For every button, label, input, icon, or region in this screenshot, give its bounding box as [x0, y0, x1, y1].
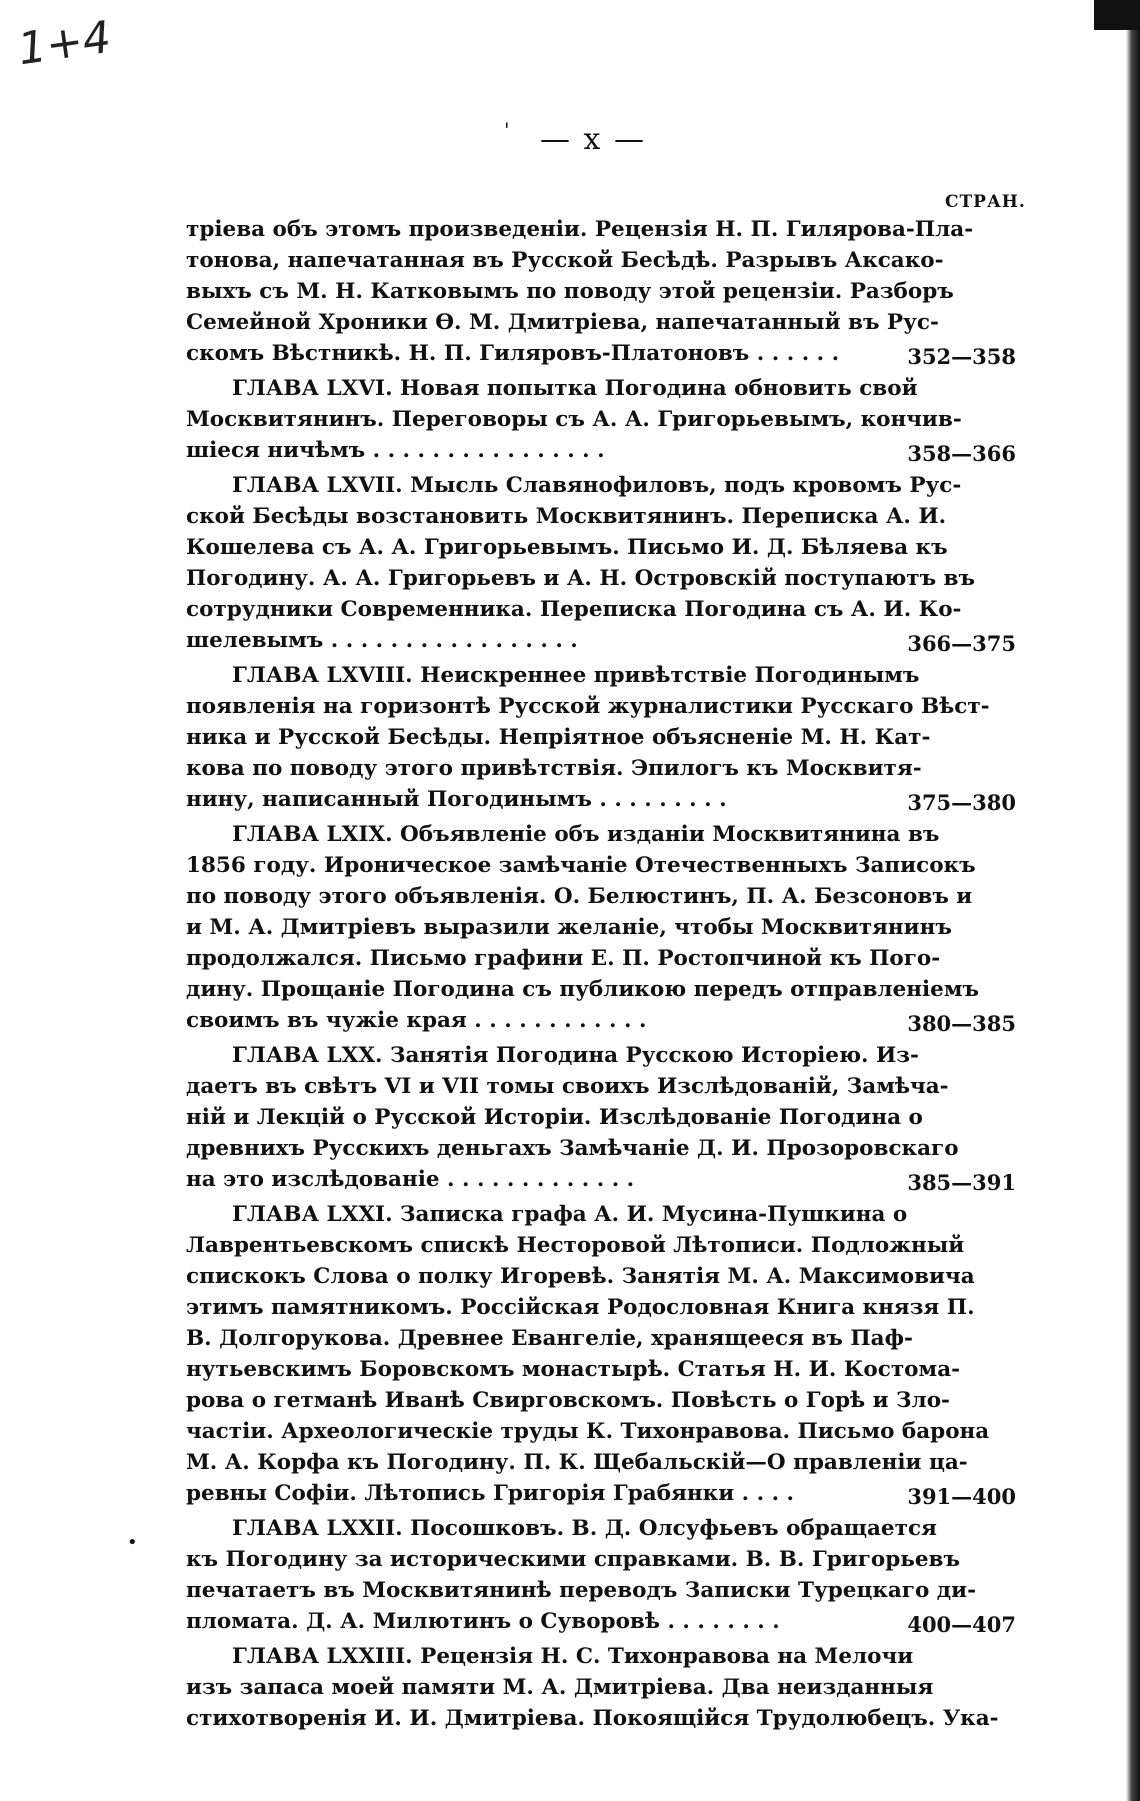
toc-line: М. А. Корфа къ Погодину. П. К. Щебальскій—О правленіи ца-: [186, 1450, 968, 1475]
toc-line: сотрудники Современника. Переписка Погодина съ А. И. Ко-: [186, 597, 962, 622]
toc-line: продолжался. Письмо графини Е. П. Ростопчиной къ Пого-: [186, 946, 941, 971]
page-range: 358—366: [907, 441, 1016, 466]
toc-line: скомъ Вѣстникѣ. Н. П. Гиляровъ-Платоновъ . . . . . .: [186, 341, 840, 366]
toc-line: нину, написанный Погодинымъ . . . . . . . . .: [186, 787, 727, 812]
toc-line: ГЛАВА LXVIII. Неискреннее привѣтствіе Погодинымъ: [232, 663, 920, 688]
toc-line: этимъ памятникомъ. Россійская Родословная Книга князя П.: [186, 1295, 975, 1320]
toc-line: ГЛАВА LXXI. Записка графа А. И. Мусина-Пушкина о: [232, 1202, 908, 1227]
toc-line: выхъ съ М. Н. Катковымъ по поводу этой рецензіи. Разборъ: [186, 279, 954, 304]
toc-entry: [186, 1641, 999, 1734]
toc-line: тонова, напечатанная въ Русской Бесѣдѣ. Разрывъ Аксако-: [186, 248, 944, 273]
toc-line: къ Погодину за историческими справками. В. В. Григорьевъ: [186, 1547, 960, 1572]
toc-entry: [186, 373, 1016, 466]
toc-line: Кошелева съ А. А. Григорьевымъ. Письмо И. Д. Бѣляева къ: [186, 535, 948, 560]
toc-line: ника и Русской Бесѣды. Непріятное объясненіе М. Н. Кат-: [186, 725, 931, 750]
toc-line: ГЛАВА LXX. Занятія Погодина Русскою Исторіею. Из-: [232, 1043, 919, 1068]
page-range: 385—391: [907, 1170, 1016, 1195]
toc-entry: [186, 1513, 1016, 1637]
toc-line: ГЛАВА LXIX. Объявленіе объ изданіи Москвитянина въ: [232, 822, 940, 847]
toc-entry: [186, 214, 1016, 369]
toc-line: шіеся ничѣмъ . . . . . . . . . . . . . . . .: [186, 438, 605, 463]
print-tick: ': [504, 118, 510, 142]
toc-entry: [186, 1199, 1016, 1509]
toc-line: по поводу этого объявленія. О. Белюстинъ, П. А. Безсоновъ и: [186, 884, 973, 909]
pages-column-header: СТРАН.: [945, 192, 1026, 212]
page-range: 380—385: [907, 1011, 1016, 1036]
toc-entry: [186, 1040, 1016, 1195]
toc-line: ревны Софіи. Лѣтопись Григорія Грабянки . . . .: [186, 1481, 795, 1506]
toc-line: ской Бесѣды возстановить Москвитянинъ. Переписка А. И.: [186, 504, 947, 529]
toc-line: пломата. Д. А. Милютинъ о Суворовѣ . . . . . . . .: [186, 1609, 780, 1634]
toc-entry: [186, 660, 1016, 815]
toc-line: на это изслѣдованіе . . . . . . . . . . . . .: [186, 1167, 635, 1192]
toc-line: спискокъ Слова о полку Игоревѣ. Занятія М. А. Максимовича: [186, 1264, 975, 1289]
toc-line: ГЛАВА LXXII. Посошковъ. В. Д. Олсуфьевъ обращается: [232, 1516, 937, 1541]
toc-line: ГЛАВА LXVII. Мысль Славянофиловъ, подъ кровомъ Рус-: [232, 473, 962, 498]
toc-line: частіи. Археологическіе труды К. Тихонравова. Письмо барона: [186, 1419, 990, 1444]
page-range: 391—400: [907, 1484, 1016, 1509]
toc-line: рова о гетманѣ Иванѣ Свирговскомъ. Повѣсть о Горѣ и Зло-: [186, 1388, 950, 1413]
toc-line: появленія на горизонтѣ Русской журналистики Русскаго Вѣст-: [186, 694, 990, 719]
toc-line: даетъ въ свѣтъ VI и VII томы своихъ Изслѣдованій, Замѣча-: [186, 1074, 949, 1099]
page-range: 375—380: [907, 790, 1016, 815]
margin-bullet: •: [127, 1532, 138, 1553]
page-number: — x —: [540, 122, 646, 157]
toc-line: ГЛАВА LXXIII. Рецензія Н. С. Тихонравова на Мелочи: [232, 1644, 914, 1669]
page-range: 352—358: [907, 344, 1016, 369]
toc-line: своимъ въ чужіе края . . . . . . . . . . . .: [186, 1008, 647, 1033]
toc-line: кова по поводу этого привѣтствія. Эпилогъ къ Москвитя-: [186, 756, 922, 781]
page-range: 400—407: [907, 1612, 1016, 1637]
toc-line: нутьевскимъ Боровскомъ монастырѣ. Статья Н. И. Костома-: [186, 1357, 961, 1382]
toc-line: Погодину. А. А. Григорьевъ и А. Н. Островскій поступаютъ въ: [186, 566, 975, 591]
scan-edge: [1126, 0, 1140, 1801]
toc-line: Семейной Хроники Ѳ. М. Дмитріева, напечатанный въ Рус-: [186, 310, 939, 335]
toc-line: тріева объ этомъ произведеніи. Рецензія Н. П. Гилярова-Пла-: [186, 217, 974, 242]
toc-line: изъ запаса моей памяти М. А. Дмитріева. Два неизданныя: [186, 1675, 934, 1700]
toc-line: стихотворенія И. И. Дмитріева. Покоящійся Трудолюбецъ. Ука-: [186, 1706, 999, 1731]
toc-entry: [186, 819, 1016, 1036]
toc-line: дину. Прощаніе Погодина съ публикою передъ отправленіемъ: [186, 977, 980, 1002]
toc-line: ній и Лекцій о Русской Исторіи. Изслѣдованіе Погодина о: [186, 1105, 923, 1130]
toc-entry: [186, 470, 1016, 656]
toc-line: и М. А. Дмитріевъ выразили желаніе, чтобы Москвитянинъ: [186, 915, 952, 940]
toc-line: В. Долгорукова. Древнее Евангеліе, хранящееся въ Паф-: [186, 1326, 913, 1351]
scan-edge-corner: [1094, 0, 1140, 30]
toc-line: 1856 году. Ироническое замѣчаніе Отечественныхъ Записокъ: [186, 853, 976, 878]
page-range: 366—375: [907, 631, 1016, 656]
toc-line: ГЛАВА LXVI. Новая попытка Погодина обновить свой: [232, 376, 918, 401]
toc-line: Москвитянинъ. Переговоры съ А. А. Григорьевымъ, кончив-: [186, 407, 962, 432]
toc-line: древнихъ Русскихъ деньгахъ Замѣчаніе Д. И. Прозоровскаго: [186, 1136, 959, 1161]
handwritten-mark: 1+4: [14, 11, 114, 76]
toc-line: шелевымъ . . . . . . . . . . . . . . . . .: [186, 628, 578, 653]
table-of-contents: [186, 214, 1016, 1738]
toc-line: Лаврентьевскомъ спискѣ Несторовой Лѣтописи. Подложный: [186, 1233, 965, 1258]
toc-line: печатаетъ въ Москвитянинѣ переводъ Записки Турецкаго ди-: [186, 1578, 976, 1603]
